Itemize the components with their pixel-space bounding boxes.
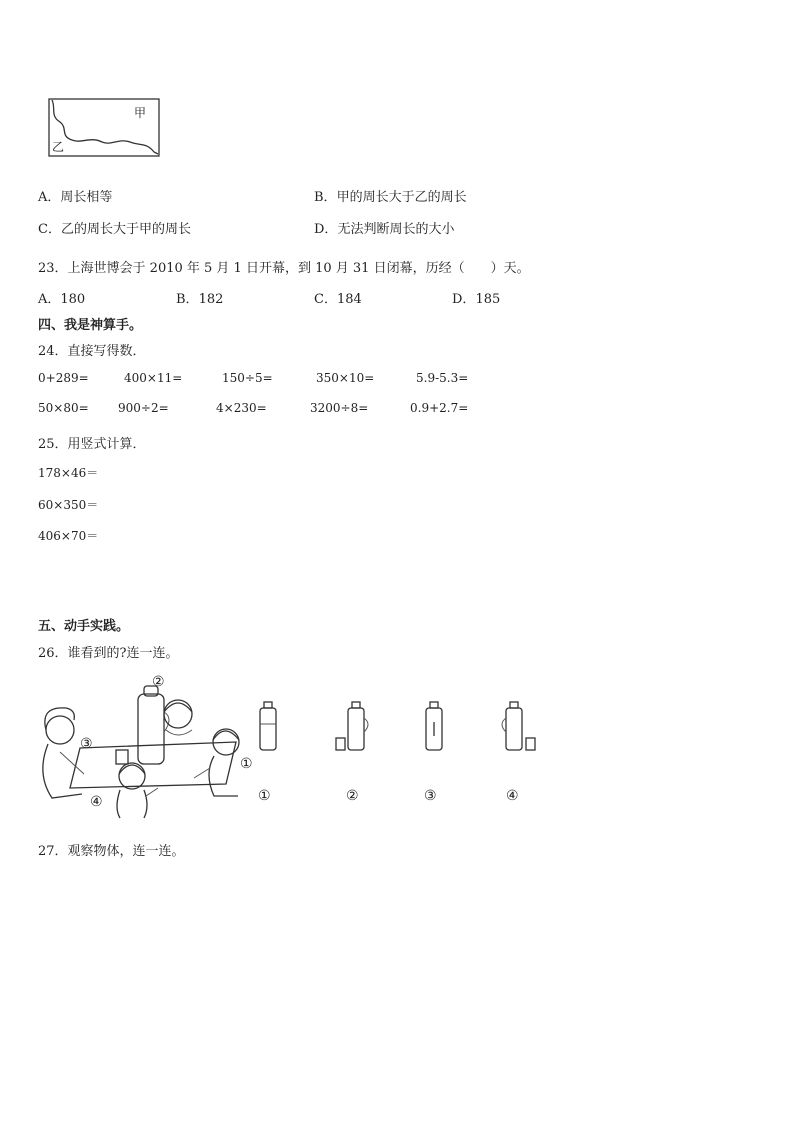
q22-option-a <box>38 186 112 205</box>
section-4-title: 四、我是神算手。 <box>38 318 143 333</box>
q26-view-3 <box>416 696 456 812</box>
q22-option-b <box>314 186 467 205</box>
q25-item-1: 178×46＝ <box>38 466 99 480</box>
option-letter: C． <box>38 222 61 237</box>
label-yi: 乙 <box>52 140 65 154</box>
q22-option-d <box>314 218 454 237</box>
q24-r2-c2: 900÷2= <box>118 401 169 415</box>
thermos-icon <box>138 686 169 764</box>
option-text: 180 <box>60 292 86 307</box>
option-text: 乙的周长大于甲的周长 <box>60 222 191 237</box>
q24-r1-c2: 400×11= <box>124 371 183 385</box>
q23-stem: 23．上海世博会于 2010 年 5 月 1 日开幕，到 10 月 31 日闭幕，历经（ ）天。 <box>38 261 530 276</box>
option-letter: D． <box>314 222 338 237</box>
q25-stem: 25．用竖式计算． <box>38 437 146 452</box>
scene-label-3: ③ <box>80 736 93 752</box>
perimeter-figure <box>46 96 162 158</box>
option-letter: D． <box>452 292 476 307</box>
cup-icon <box>116 750 128 764</box>
option-text: 周长相等 <box>60 190 113 205</box>
q23-option-c <box>314 288 362 307</box>
option-letter: A． <box>38 292 61 307</box>
option-text: 甲的周长大于乙的周长 <box>336 190 467 205</box>
q23-option-a <box>38 288 85 307</box>
q26-view-2 <box>332 696 380 812</box>
scene-label-2: ② <box>152 674 165 690</box>
option-text: 184 <box>336 292 362 307</box>
child-1-figure <box>194 729 239 796</box>
q26-view-1 <box>252 696 292 812</box>
view-label-4: ④ <box>506 788 519 804</box>
q22-option-c <box>38 218 191 237</box>
q24-r2-c1: 50×80= <box>38 401 89 415</box>
q25-item-3: 406×70＝ <box>38 529 99 543</box>
option-letter: B． <box>314 190 337 205</box>
q25-item-2: 60×350＝ <box>38 498 99 512</box>
q24-r1-c3: 150÷5= <box>222 371 273 385</box>
section-5-title: 五、动手实践。 <box>38 619 130 634</box>
q24-r1-c1: 0+289= <box>38 371 89 385</box>
option-letter: B． <box>176 292 199 307</box>
child-4-figure <box>117 763 158 818</box>
q24-r2-c4: 3200÷8= <box>310 401 369 415</box>
view-label-3: ③ <box>424 788 437 804</box>
q24-r2-c3: 4×230= <box>216 401 267 415</box>
q24-r2-c5: 0.9+2.7= <box>410 401 469 415</box>
view-label-1: ① <box>258 788 271 804</box>
child-3-figure <box>43 708 84 798</box>
q24-r1-c4: 350×10= <box>316 371 375 385</box>
scene-label-4: ④ <box>90 794 103 810</box>
q23-option-b <box>176 288 223 307</box>
option-text: 182 <box>198 292 224 307</box>
q26-stem: 26．谁看到的?连一连。 <box>38 646 179 661</box>
q24-stem: 24．直接写得数． <box>38 344 146 359</box>
option-text: 无法判断周长的大小 <box>337 222 455 237</box>
q24-r1-c5: 5.9-5.3= <box>416 371 469 385</box>
q23-option-d <box>452 288 500 307</box>
option-letter: A． <box>38 190 61 205</box>
table-shape <box>70 742 236 788</box>
q26-view-4 <box>494 696 542 812</box>
scene-label-1: ① <box>240 756 253 772</box>
q26-scene-illustration <box>40 672 270 820</box>
option-letter: C． <box>314 292 337 307</box>
label-jia: 甲 <box>134 106 147 120</box>
option-text: 185 <box>475 292 501 307</box>
q27-stem: 27．观察物体，连一连。 <box>38 844 185 859</box>
view-label-2: ② <box>346 788 359 804</box>
